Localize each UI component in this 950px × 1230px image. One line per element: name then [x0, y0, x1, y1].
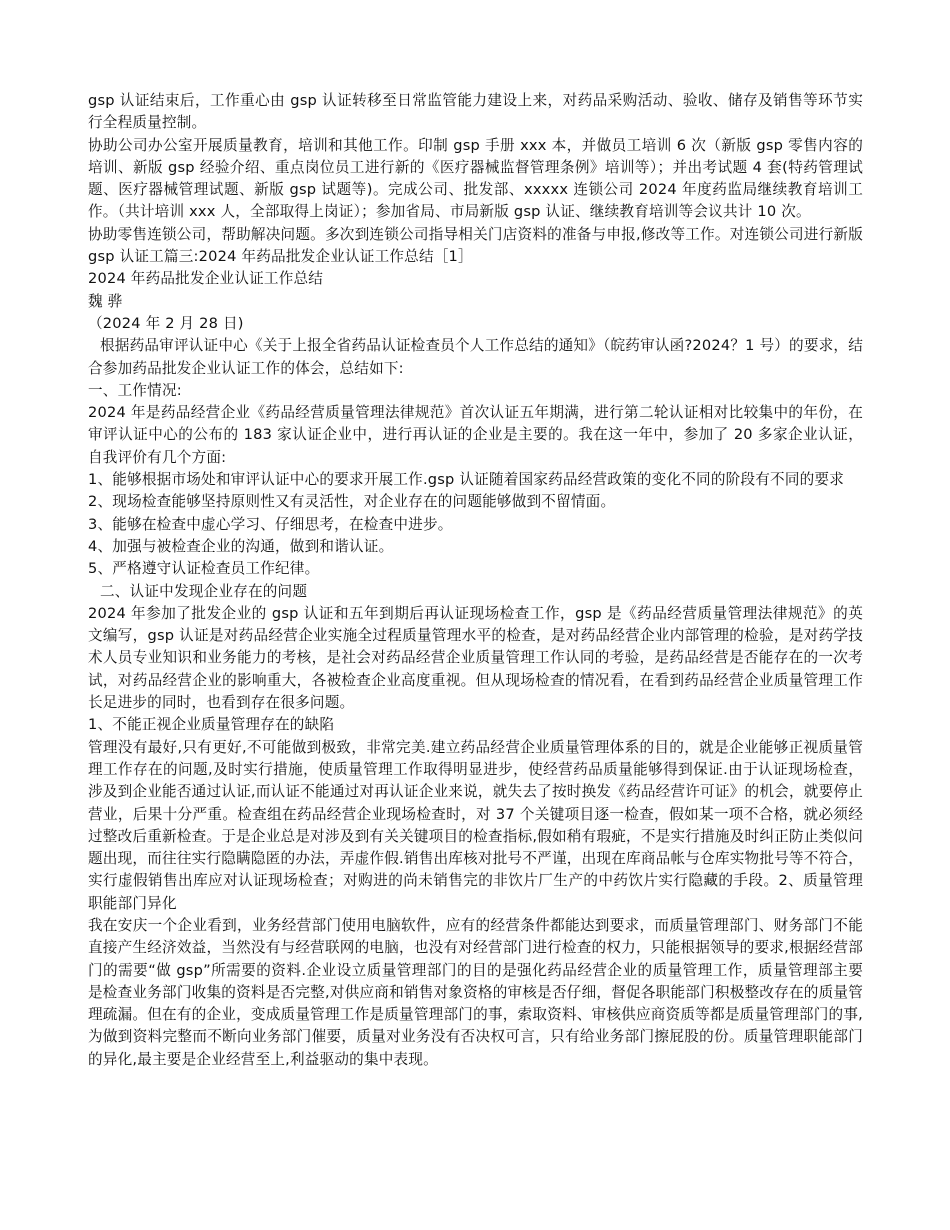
paragraph-department-alienation: 我在安庆一个企业看到，业务经营部门使用电脑软件，应有的经营条件都能达到要求，而质量管理部门、财务部门不能直接产生经济效益，当然没有与经营联网的电脑，也没有对经营部门进行检查的权力，只能根据领导的要求,根据经营部门的需要“做 gsp”所需要的资料.企业设立质量管理部门的目的是强化药品经营企业的质量管理工作，质量管理部主要是检查业务部门收集的资料是否完整,对供应商和销售对象资格的审核是否仔细，督促各职能部门积极整改存在的质量管理疏漏。但在有的企业，变成质量管理工作是质量管理部门的事，索取资料、审核供应商资质等都是质量管理部门的事,为做到资料完整而不断向业务部门催要，质量对业务没有否决权可言，只有给业务部门擦屁股的份。质量管理职能部门的异化,最主要是企业经营至上,利益驱动的集中表现。 — [88, 916, 863, 1068]
section-heading-work-status: 一、工作情况: — [88, 381, 182, 399]
document-date: （2024 年 2 月 28 日) — [88, 314, 244, 332]
list-item-3: 3、能够在检查中虚心学习、仔细思考，在检查中进步。 — [88, 515, 453, 533]
paragraph-gsp-focus-shift: gsp 认证结束后，工作重心由 gsp 认证转移至日常监管能力建设上来，对药品采购活动、验收、储存及销售等环节实行全程质量控制。 — [88, 92, 863, 132]
paragraph-problems-overview: 2024 年参加了批发企业的 gsp 认证和五年到期后再认证现场检查工作，gsp 是《药品经营质量管理法律规范》的英文编写，gsp 认证是对药品经营企业实施全过程质量管理水平的检查，是对药品经营企业内部管理的检验，是对药学技术人员专业知识和业务能力的考核，是社会对药品经营企业质量管理工作认同的考验，是药品经营是否能存在的一次考试，对药品经营企业的影响重大，各被检查企业高度重视。但从现场检查的情况看，在看到药品经营企业质量管理工作长足进步的同时，也看到存在很多问题。 — [88, 604, 863, 712]
list-item-2: 2、现场检查能够坚持原则性又有灵活性，对企业存在的问题能够做到不留情面。 — [88, 493, 616, 511]
document-title: 2024 年药品批发企业认证工作总结 — [88, 270, 324, 288]
subsection-heading-defects: 1、不能正视企业质量管理存在的缺陷 — [88, 716, 335, 734]
author-name: 魏 骅 — [88, 292, 123, 310]
list-item-1: 1、能够根据市场处和审评认证中心的要求开展工作.gsp 认证随着国家药品经营政策的变化不同的阶段有不同的要求 — [88, 471, 844, 489]
paragraph-chain-assistance: 协助零售连锁公司，帮助解决问题。多次到连锁公司指导相关门店资料的准备与申报,修改等工作。对连锁公司进行新版 gsp 认证工篇三:2024 年药品批发企业认证工作总结［1］ — [88, 225, 863, 266]
section-heading-problems: 二、认证中发现企业存在的问题 — [100, 582, 308, 600]
document-page — [88, 90, 863, 1071]
paragraph-quality-education: 协助公司办公室开展质量教育，培训和其他工作。印制 gsp 手册 xxx 本，并做员工培训 6 次（新版 gsp 零售内容的培训、新版 gsp 经验介绍、重点岗位员工进行新的《医疗器械监督管理条例》培训等）；并出考试题 4 套(特药管理试题、医疗器械管理试题、新版 gsp 试题等)。完成公司、批发部、xxxxx 连锁公司 2024 年度药监局继续教育培训工作。（共计培训 xxx 人，全部取得上岗证）；参加省局、市局新版 gsp 认证、继续教育培训等会议共计 10 次。 — [88, 136, 863, 221]
paragraph-defects: 管理没有最好,只有更好,不可能做到极致，非常完美.建立药品经营企业质量管理体系的目的，就是企业能够正视质量管理工作存在的问题,及时实行措施，使质量管理工作取得明显进步，使经营药品质量能够得到保证.由于认证现场检查，涉及到企业能否通过认证,而认证不能通过对再认证企业来说，就失去了按时换发《药品经营许可证》的机会，就要停止营业，后果十分严重。检查组在药品经营企业现场检查时，对 37 个关键项目逐一检查，假如某一项不合格，就必须经过整改后重新检查。于是企业总是对涉及到有关关键项目的检查指标,假如稍有瑕疵，不是实行措施及时纠正防止类似问题出现，而往往实行隐瞒隐匿的办法，弄虚作假.销售出库核对批号不严谨，出现在库商品帐与仓库实物批号等不符合，实行虚假销售出库应对认证现场检查；对购进的尚未销售完的非饮片厂生产的中药饮片实行隐藏的手段。2、质量管理职能部门异化 — [88, 738, 863, 912]
paragraph-work-status: 2024 年是药品经营企业《药品经营质量管理法律规范》首次认证五年期满，进行第二轮认证相对比较集中的年份，在审评认证中心的公布的 183 家认证企业中，进行再认证的企业是主要的。我在这一年中，参加了 20 多家企业认证，自我评价有几个方面: — [88, 404, 863, 466]
paragraph-introduction: 根据药品审评认证中心《关于上报全省药品认证检查员个人工作总结的通知》（皖药审认函?2024？1 号）的要求，结合参加药品批发企业认证工作的体会，总结如下: — [88, 337, 864, 377]
list-item-5: 5、严格遵守认证检查员工作纪律。 — [88, 560, 320, 578]
list-item-4: 4、加强与被检查企业的沟通，做到和谐认证。 — [88, 537, 394, 555]
